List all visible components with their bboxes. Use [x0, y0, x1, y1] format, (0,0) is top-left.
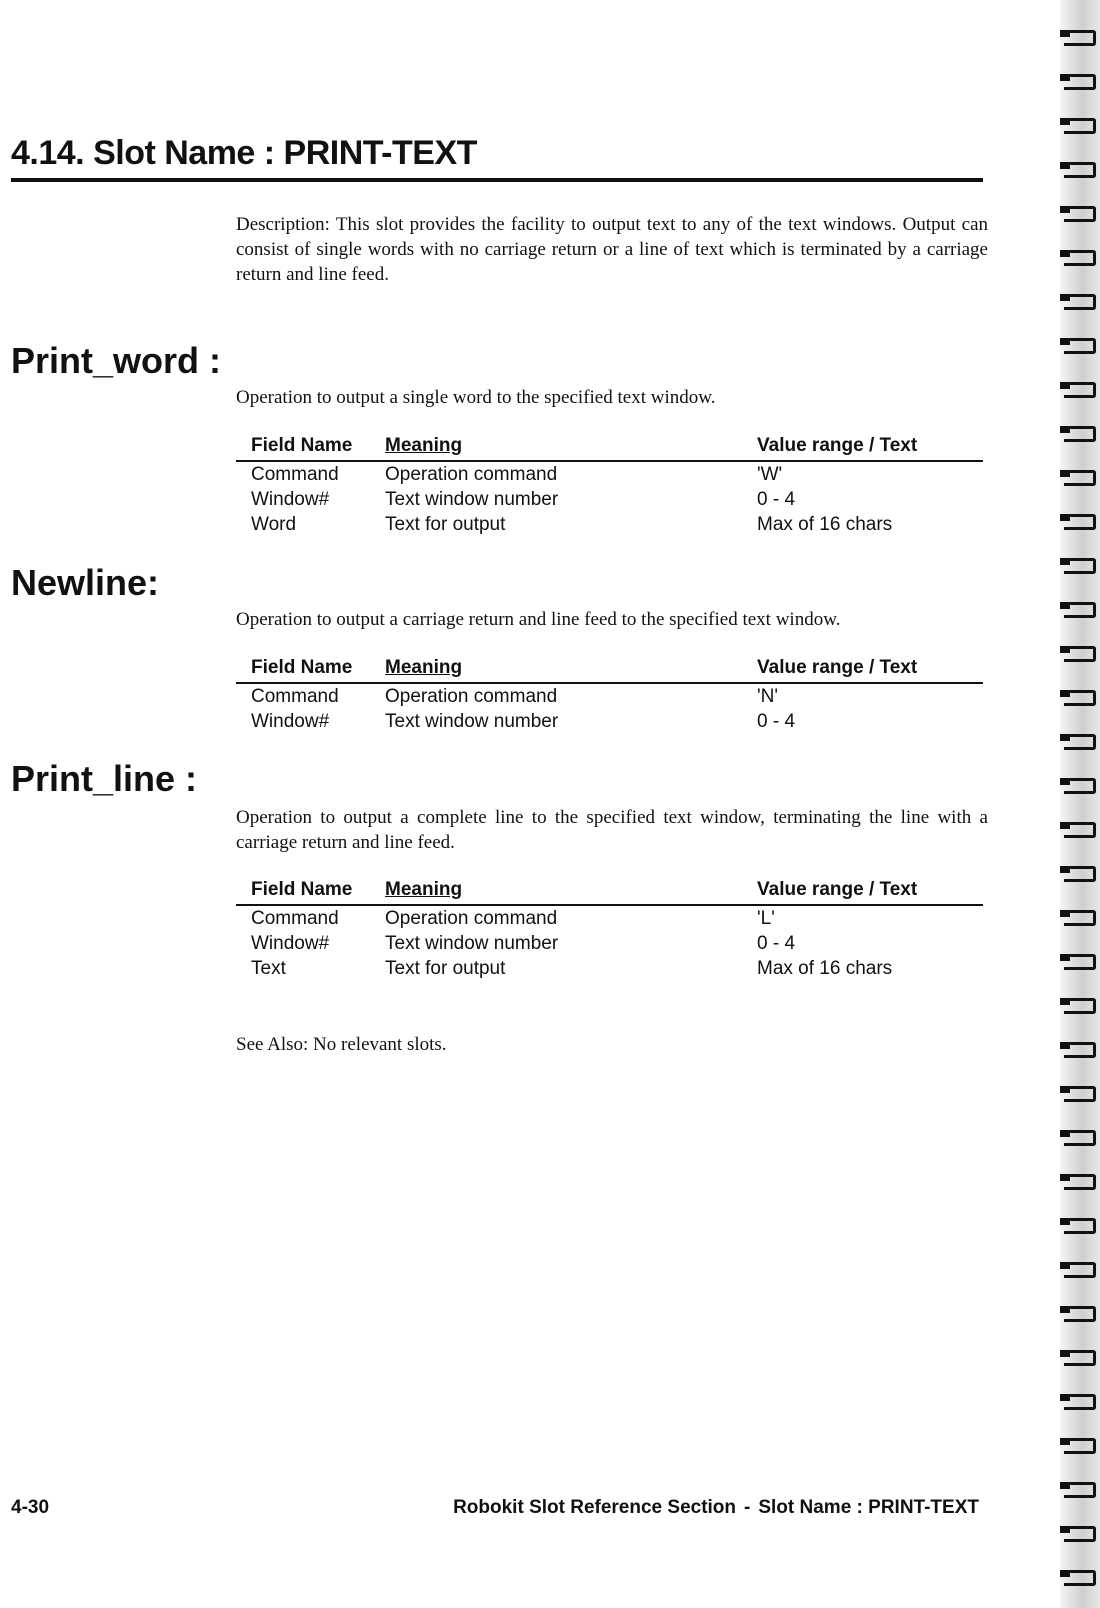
binding-ring [1064, 558, 1096, 574]
footer-section: Robokit Slot Reference Section [453, 1497, 737, 1518]
table-row [236, 684, 983, 709]
print-line-heading: Print_line : [11, 758, 198, 799]
meaning-cell: Operation command [385, 686, 558, 707]
table-header [236, 435, 983, 459]
binding-ring [1064, 778, 1096, 794]
binding-ring [1064, 1394, 1096, 1410]
table-row [236, 487, 983, 512]
meaning-cell: Operation command [385, 908, 558, 929]
table-row [236, 709, 983, 734]
table-row [236, 462, 983, 487]
binding-ring [1064, 1350, 1096, 1366]
binding-ring [1064, 162, 1096, 178]
meaning-cell: Operation command [385, 464, 558, 485]
binding-ring [1064, 1086, 1096, 1102]
binding-ring [1064, 1570, 1096, 1586]
binding-ring [1064, 1042, 1096, 1058]
table-row [236, 956, 983, 981]
table-row [236, 931, 983, 956]
binding-ring [1064, 250, 1096, 266]
print-word-description: Operation to output a single word to the specified text window. [236, 387, 716, 408]
field-name-header: Field Name [251, 879, 353, 900]
binding-ring [1064, 1262, 1096, 1278]
binding-ring [1064, 998, 1096, 1014]
newline-description: Operation to output a carriage return and line feed to the specified text window. [236, 609, 841, 630]
binding-ring [1064, 822, 1096, 838]
newline-table [236, 657, 983, 734]
meaning-header: Meaning [385, 435, 463, 456]
binding-ring [1064, 1218, 1096, 1234]
description-text: Description: This slot provides the facility to output text to any of the text windows. Output can consist of single words with no carriage return or a line of text which is terminated by a carriage return and line feed. [236, 214, 988, 285]
table-row [236, 512, 983, 537]
binding-ring [1064, 1526, 1096, 1542]
binding-ring [1064, 602, 1096, 618]
value-header: Value range / Text [757, 879, 918, 900]
field-cell: Window# [251, 711, 330, 732]
print-line-description: Operation to output a complete line to the specified text window, terminating the line with a carriage return and line feed. [236, 807, 988, 853]
field-cell: Command [251, 908, 339, 929]
spiral-binding [1060, 0, 1100, 1608]
value-cell: 0 - 4 [757, 489, 796, 510]
binding-ring [1064, 206, 1096, 222]
binding-ring [1064, 1130, 1096, 1146]
binding-ring [1064, 118, 1096, 134]
binding-ring [1064, 1482, 1096, 1498]
binding-ring [1064, 954, 1096, 970]
value-cell: Max of 16 chars [757, 958, 893, 979]
meaning-cell: Text for output [385, 514, 506, 535]
value-cell: 0 - 4 [757, 933, 796, 954]
print-word-table [236, 435, 983, 537]
binding-ring [1064, 470, 1096, 486]
value-header: Value range / Text [757, 657, 918, 678]
print-word-heading: Print_word : [11, 340, 222, 381]
field-cell: Window# [251, 933, 330, 954]
binding-ring [1064, 734, 1096, 750]
newline-heading: Newline: [11, 562, 160, 603]
binding-ring [1064, 866, 1096, 882]
value-cell: 'W' [757, 464, 783, 485]
binding-ring [1064, 646, 1096, 662]
value-cell: 'N' [757, 686, 778, 707]
binding-ring [1064, 1306, 1096, 1322]
binding-ring [1064, 382, 1096, 398]
binding-ring [1064, 294, 1096, 310]
title-rule [11, 178, 983, 182]
section-title: 4.14. Slot Name : PRINT-TEXT [11, 134, 477, 172]
field-cell: Word [251, 514, 297, 535]
field-name-header: Field Name [251, 657, 353, 678]
meaning-header: Meaning [385, 879, 463, 900]
meaning-cell: Text for output [385, 958, 506, 979]
value-cell: Max of 16 chars [757, 514, 893, 535]
field-name-header: Field Name [251, 435, 353, 456]
footer-separator: - [744, 1497, 751, 1518]
binding-ring [1064, 426, 1096, 442]
table-header [236, 879, 983, 903]
footer-slot: Slot Name : PRINT-TEXT [758, 1497, 979, 1518]
binding-ring [1064, 74, 1096, 90]
meaning-cell: Text window number [385, 933, 559, 954]
binding-ring [1064, 30, 1096, 46]
field-cell: Command [251, 686, 339, 707]
binding-ring [1064, 1438, 1096, 1454]
field-cell: Window# [251, 489, 330, 510]
field-cell: Text [251, 958, 286, 979]
meaning-cell: Text window number [385, 489, 559, 510]
binding-ring [1064, 338, 1096, 354]
binding-ring [1064, 1174, 1096, 1190]
running-footer [453, 1497, 979, 1519]
binding-ring [1064, 514, 1096, 530]
meaning-cell: Text window number [385, 711, 559, 732]
meaning-header: Meaning [385, 657, 463, 678]
table-header [236, 657, 983, 681]
field-cell: Command [251, 464, 339, 485]
binding-ring [1064, 690, 1096, 706]
value-header: Value range / Text [757, 435, 918, 456]
value-cell: 'L' [757, 908, 775, 929]
print-line-table [236, 879, 983, 981]
page-number: 4-30 [11, 1497, 50, 1518]
binding-ring [1064, 910, 1096, 926]
table-row [236, 906, 983, 931]
see-also-text: See Also: No relevant slots. [236, 1034, 447, 1055]
value-cell: 0 - 4 [757, 711, 796, 732]
